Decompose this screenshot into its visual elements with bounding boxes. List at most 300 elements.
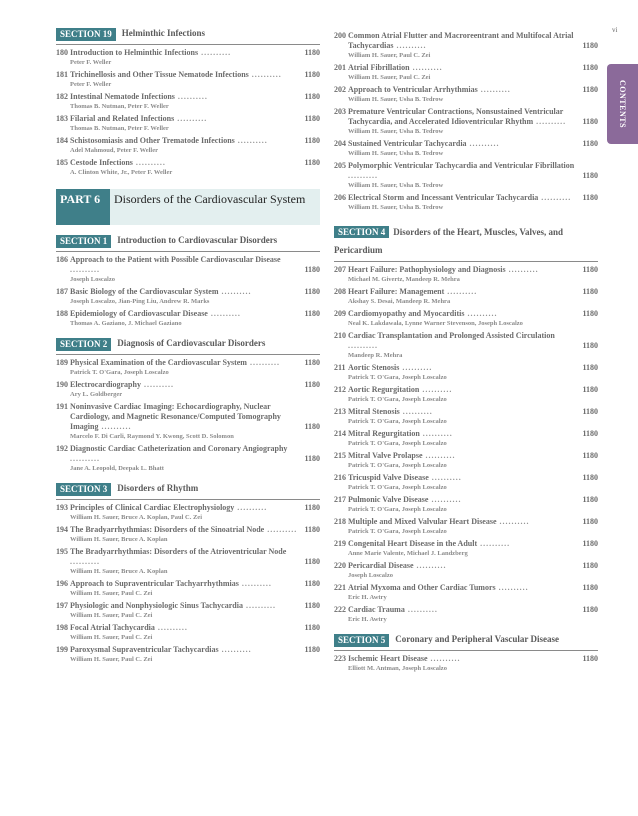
section-header bbox=[56, 483, 320, 500]
toc-entry[interactable] bbox=[334, 63, 598, 82]
page-ref: 1180 bbox=[582, 309, 598, 318]
chapter-number: 192 bbox=[56, 444, 68, 453]
toc-entry[interactable] bbox=[334, 654, 598, 673]
chapter-title: Introduction to Helminthic Infections bbox=[70, 48, 199, 57]
chapter-authors: Patrick T. O'Gara, Joseph Loscalzo bbox=[348, 440, 447, 447]
section-badge: SECTION 3 bbox=[56, 483, 111, 496]
chapter-number: 217 bbox=[334, 495, 346, 504]
chapter-authors: William H. Sauer, Paul C. Zei bbox=[70, 612, 153, 619]
section-badge: SECTION 1 bbox=[56, 235, 111, 248]
chapter-title: Common Atrial Flutter and Macroreentrant and Multifocal Atrial Tachycardias bbox=[348, 31, 574, 50]
chapter-number: 195 bbox=[56, 547, 68, 556]
page-ref: 1180 bbox=[582, 117, 598, 126]
chapter-title-line bbox=[70, 114, 320, 124]
chapter-number: 220 bbox=[334, 561, 346, 570]
chapter-title: Diagnostic Cardiac Catheterization and Coronary Angiography bbox=[70, 444, 288, 453]
chapter-number: 193 bbox=[56, 503, 68, 512]
chapter-number: 222 bbox=[334, 605, 346, 614]
toc-entry[interactable] bbox=[56, 309, 320, 328]
leader-dots: .......... bbox=[409, 63, 443, 72]
leader-dots: .......... bbox=[242, 601, 276, 610]
chapter-title: Premature Ventricular Contractions, Nonsustained Ventricular Tachycardia, and Accelerated Idioventricular Rhythm bbox=[348, 107, 564, 126]
leader-dots: .......... bbox=[477, 539, 511, 548]
chapter-title: Approach to the Patient with Possible Cardiovascular Disease bbox=[70, 255, 281, 264]
leader-dots: .......... bbox=[533, 117, 567, 126]
chapter-number: 190 bbox=[56, 380, 68, 389]
section-header bbox=[334, 222, 598, 262]
chapter-number: 215 bbox=[334, 451, 346, 460]
chapter-title: Schistosomiasis and Other Trematode Infections bbox=[70, 136, 235, 145]
page-ref: 1180 bbox=[582, 583, 598, 592]
chapter-title-line bbox=[348, 331, 598, 351]
chapter-authors: William H. Sauer, Bruce A. Koplan, Paul C. Zei bbox=[70, 514, 202, 521]
chapter-title: Sustained Ventricular Tachycardia bbox=[348, 139, 467, 148]
chapter-number: 194 bbox=[56, 525, 68, 534]
section-title: Disorders of the Heart, Muscles, Valves, and Pericardium bbox=[334, 227, 564, 255]
section-header bbox=[56, 338, 320, 355]
chapter-authors: Patrick T. O'Gara, Joseph Loscalzo bbox=[348, 462, 447, 469]
leader-dots: .......... bbox=[198, 48, 232, 57]
leader-dots: .......... bbox=[505, 265, 539, 274]
chapter-title: Pulmonic Valve Disease bbox=[348, 495, 429, 504]
page-ref: 1180 bbox=[582, 171, 598, 180]
toc-entry[interactable] bbox=[56, 287, 320, 306]
leader-dots: .......... bbox=[428, 495, 462, 504]
chapter-title: Basic Biology of the Cardiovascular System bbox=[70, 287, 219, 296]
chapter-title: Cardiac Transplantation and Prolonged Assisted Circulation bbox=[348, 331, 555, 340]
chapter-title-line bbox=[348, 451, 598, 461]
page-ref: 1180 bbox=[582, 85, 598, 94]
section-badge: SECTION 4 bbox=[334, 226, 389, 238]
chapter-title-line bbox=[70, 645, 320, 655]
leader-dots: .......... bbox=[428, 473, 462, 482]
chapter-title: Mitral Stenosis bbox=[348, 407, 400, 416]
chapter-title-line bbox=[70, 287, 320, 297]
leader-dots: .......... bbox=[132, 158, 166, 167]
chapter-authors: Eric H. Awtry bbox=[348, 594, 387, 601]
toc-entry[interactable] bbox=[334, 193, 598, 212]
chapter-number: 212 bbox=[334, 385, 346, 394]
page-ref: 1180 bbox=[304, 645, 320, 654]
section-badge: SECTION 2 bbox=[56, 338, 111, 351]
page-ref: 1180 bbox=[304, 422, 320, 431]
page-ref: 1180 bbox=[582, 517, 598, 526]
chapter-number: 187 bbox=[56, 287, 68, 296]
leader-dots: .......... bbox=[466, 139, 500, 148]
chapter-authors: Patrick T. O'Gara, Joseph Loscalzo bbox=[348, 528, 447, 535]
toc-entry[interactable] bbox=[56, 114, 320, 133]
page-ref: 1180 bbox=[582, 63, 598, 72]
page-ref: 1180 bbox=[304, 525, 320, 534]
leader-dots: .......... bbox=[477, 85, 511, 94]
page-ref: 1180 bbox=[304, 136, 320, 145]
toc-entry[interactable] bbox=[334, 139, 598, 158]
chapter-title-line bbox=[348, 561, 598, 571]
chapter-number: 188 bbox=[56, 309, 68, 318]
entry-list bbox=[334, 31, 598, 212]
section-header bbox=[334, 634, 598, 651]
leader-dots: .......... bbox=[419, 429, 453, 438]
toc-entry[interactable] bbox=[56, 503, 320, 522]
chapter-title-line bbox=[70, 402, 320, 432]
section-title: Disorders of Rhythm bbox=[117, 483, 199, 493]
chapter-authors: Thomas B. Nutman, Peter F. Weller bbox=[70, 125, 169, 132]
chapter-number: 183 bbox=[56, 114, 68, 123]
section-badge: SECTION 19 bbox=[56, 28, 116, 41]
toc-entry[interactable] bbox=[334, 85, 598, 104]
chapter-title-line bbox=[70, 579, 320, 589]
leader-dots: .......... bbox=[140, 380, 174, 389]
leader-dots: .......... bbox=[238, 579, 272, 588]
chapter-title-line bbox=[70, 525, 320, 535]
section-title: Helminthic Infections bbox=[121, 28, 206, 38]
chapter-title-line bbox=[348, 265, 598, 275]
chapter-number: 219 bbox=[334, 539, 346, 548]
page-ref: 1180 bbox=[582, 654, 598, 663]
toc-entry[interactable] bbox=[56, 645, 320, 664]
chapter-number: 207 bbox=[334, 265, 346, 274]
chapter-authors: Joseph Loscalzo, Jian-Ping Liu, Andrew R. Marks bbox=[70, 298, 210, 305]
page-ref: 1180 bbox=[582, 407, 598, 416]
page-ref: 1180 bbox=[304, 623, 320, 632]
toc-entry[interactable] bbox=[334, 429, 598, 448]
contents-side-tab[interactable] bbox=[607, 64, 638, 144]
toc-entry[interactable] bbox=[334, 363, 598, 382]
chapter-title-line bbox=[348, 495, 598, 505]
chapter-number: 216 bbox=[334, 473, 346, 482]
chapter-title-line bbox=[70, 255, 320, 275]
page-ref: 1180 bbox=[582, 287, 598, 296]
chapter-title: Paroxysmal Supraventricular Tachycardias bbox=[70, 645, 219, 654]
chapter-number: 196 bbox=[56, 579, 68, 588]
chapter-title: Mitral Valve Prolapse bbox=[348, 451, 423, 460]
toc-entry[interactable] bbox=[334, 287, 598, 306]
leader-dots: .......... bbox=[218, 287, 252, 296]
toc-entry[interactable] bbox=[334, 107, 598, 136]
toc-entry[interactable] bbox=[56, 525, 320, 544]
toc-entry[interactable] bbox=[334, 473, 598, 492]
chapter-authors: Thomas B. Nutman, Peter F. Weller bbox=[70, 103, 169, 110]
page-ref: 1180 bbox=[582, 539, 598, 548]
chapter-number: 181 bbox=[56, 70, 68, 79]
page-ref: 1180 bbox=[304, 158, 320, 167]
chapter-number: 198 bbox=[56, 623, 68, 632]
chapter-number: 218 bbox=[334, 517, 346, 526]
leader-dots: .......... bbox=[464, 309, 498, 318]
chapter-authors: Adel Mahmoud, Peter F. Weller bbox=[70, 147, 158, 154]
chapter-number: 201 bbox=[334, 63, 346, 72]
chapter-authors: William H. Sauer, Usha B. Tedrow bbox=[348, 128, 444, 135]
chapter-title: Intestinal Nematode Infections bbox=[70, 92, 175, 101]
chapter-title-line bbox=[348, 429, 598, 439]
chapter-title: The Bradyarrhythmias: Disorders of the Sinoatrial Node bbox=[70, 525, 265, 534]
entry-list bbox=[334, 654, 598, 673]
chapter-title: Aortic Regurgitation bbox=[348, 385, 420, 394]
chapter-title: Pericardial Disease bbox=[348, 561, 414, 570]
chapter-title: Trichinellosis and Other Tissue Nematode Infections bbox=[70, 70, 249, 79]
chapter-title-line bbox=[348, 654, 598, 664]
chapter-title-line bbox=[70, 380, 320, 390]
section-header bbox=[56, 28, 320, 45]
chapter-number: 191 bbox=[56, 402, 68, 411]
page-ref: 1180 bbox=[582, 193, 598, 202]
leader-dots: .......... bbox=[70, 454, 100, 463]
toc-entry[interactable] bbox=[56, 402, 320, 441]
chapter-title-line bbox=[70, 48, 320, 58]
page-ref: 1180 bbox=[304, 309, 320, 318]
chapter-authors: Patrick T. O'Gara, Joseph Loscalzo bbox=[348, 418, 447, 425]
page-ref: 1180 bbox=[582, 139, 598, 148]
chapter-title: Focal Atrial Tachycardia bbox=[70, 623, 155, 632]
chapter-authors: William H. Sauer, Usha B. Tedrow bbox=[348, 182, 444, 189]
page-ref: 1180 bbox=[304, 358, 320, 367]
chapter-title-line bbox=[70, 136, 320, 146]
chapter-authors: Joseph Loscalzo bbox=[70, 276, 115, 283]
chapter-authors: William H. Sauer, Paul C. Zei bbox=[348, 74, 431, 81]
chapter-title: Mitral Regurgitation bbox=[348, 429, 420, 438]
page-ref: 1180 bbox=[582, 385, 598, 394]
leader-dots: .......... bbox=[495, 583, 529, 592]
toc-entry[interactable] bbox=[334, 561, 598, 580]
chapter-number: 205 bbox=[334, 161, 346, 170]
toc-entry[interactable] bbox=[56, 380, 320, 399]
chapter-authors: William H. Sauer, Usha B. Tedrow bbox=[348, 96, 444, 103]
section-title: Diagnosis of Cardiovascular Disorders bbox=[117, 338, 266, 348]
chapter-title-line bbox=[348, 161, 598, 181]
page-ref: 1180 bbox=[304, 265, 320, 274]
chapter-title-line bbox=[348, 363, 598, 373]
left-column bbox=[56, 28, 320, 664]
chapter-authors: Patrick T. O'Gara, Joseph Loscalzo bbox=[348, 374, 447, 381]
chapter-authors: William H. Sauer, Paul C. Zei bbox=[70, 634, 153, 641]
toc-entry[interactable] bbox=[334, 517, 598, 536]
leader-dots: .......... bbox=[348, 341, 378, 350]
leader-dots: .......... bbox=[234, 503, 268, 512]
part-header bbox=[56, 189, 320, 225]
chapter-number: 208 bbox=[334, 287, 346, 296]
chapter-title-line bbox=[348, 517, 598, 527]
chapter-authors: Patrick T. O'Gara, Joseph Loscalzo bbox=[70, 369, 169, 376]
chapter-title: Heart Failure: Management bbox=[348, 287, 445, 296]
leader-dots: .......... bbox=[538, 193, 572, 202]
toc-entry[interactable] bbox=[56, 579, 320, 598]
toc-entry[interactable] bbox=[334, 495, 598, 514]
page-ref: 1180 bbox=[304, 114, 320, 123]
chapter-title: Filarial and Related Infections bbox=[70, 114, 175, 123]
leader-dots: .......... bbox=[427, 654, 461, 663]
chapter-title: Approach to Ventricular Arrhythmias bbox=[348, 85, 478, 94]
page-ref: 1180 bbox=[582, 341, 598, 350]
leader-dots: .......... bbox=[70, 265, 100, 274]
toc-entry[interactable] bbox=[56, 92, 320, 111]
chapter-authors: Patrick T. O'Gara, Joseph Loscalzo bbox=[348, 396, 447, 403]
side-tab-label: CONTENTS bbox=[618, 79, 627, 128]
chapter-title: Multiple and Mixed Valvular Heart Disease bbox=[348, 517, 497, 526]
chapter-number: 210 bbox=[334, 331, 346, 340]
chapter-title-line bbox=[348, 473, 598, 483]
chapter-title-line bbox=[70, 70, 320, 80]
toc-entry[interactable] bbox=[56, 136, 320, 155]
chapter-title: Polymorphic Ventricular Tachycardia and Ventricular Fibrillation bbox=[348, 161, 575, 170]
toc-entry[interactable] bbox=[56, 255, 320, 284]
toc-entry[interactable] bbox=[56, 444, 320, 473]
chapter-authors: A. Clinton White, Jr., Peter F. Weller bbox=[70, 169, 173, 176]
leader-dots: .......... bbox=[246, 358, 280, 367]
toc-entry[interactable] bbox=[334, 539, 598, 558]
entry-list bbox=[334, 265, 598, 624]
chapter-title: Electrical Storm and Incessant Ventricular Tachycardia bbox=[348, 193, 539, 202]
toc-entry[interactable] bbox=[334, 161, 598, 190]
chapter-number: 200 bbox=[334, 31, 346, 40]
leader-dots: .......... bbox=[399, 363, 433, 372]
chapter-title: Principles of Clinical Cardiac Electrophysiology bbox=[70, 503, 235, 512]
chapter-title-line bbox=[70, 158, 320, 168]
chapter-number: 180 bbox=[56, 48, 68, 57]
toc-entry[interactable] bbox=[334, 265, 598, 284]
section-badge: SECTION 5 bbox=[334, 634, 389, 647]
leader-dots: .......... bbox=[419, 385, 453, 394]
chapter-title-line bbox=[70, 309, 320, 319]
page-ref: 1180 bbox=[304, 287, 320, 296]
chapter-number: 186 bbox=[56, 255, 68, 264]
chapter-title: Aortic Stenosis bbox=[348, 363, 400, 372]
chapter-authors: Michael M. Givertz, Mandeep R. Mehra bbox=[348, 276, 460, 283]
chapter-title-line bbox=[348, 63, 598, 73]
chapter-title-line bbox=[70, 358, 320, 368]
section-title: Introduction to Cardiovascular Disorders bbox=[117, 235, 278, 245]
page-ref: 1180 bbox=[582, 451, 598, 460]
chapter-number: 221 bbox=[334, 583, 346, 592]
chapter-authors: Patrick T. O'Gara, Joseph Loscalzo bbox=[348, 484, 447, 491]
toc-entry[interactable] bbox=[56, 358, 320, 377]
chapter-number: 202 bbox=[334, 85, 346, 94]
toc-entry[interactable] bbox=[334, 31, 598, 60]
chapter-number: 197 bbox=[56, 601, 68, 610]
toc-entry[interactable] bbox=[56, 48, 320, 67]
chapter-title-line bbox=[70, 601, 320, 611]
entry-list bbox=[56, 48, 320, 177]
leader-dots: .......... bbox=[413, 561, 447, 570]
toc-entry[interactable] bbox=[334, 583, 598, 602]
leader-dots: .......... bbox=[444, 287, 478, 296]
chapter-title: Ischemic Heart Disease bbox=[348, 654, 428, 663]
chapter-number: 211 bbox=[334, 363, 346, 372]
chapter-title-line bbox=[70, 444, 320, 464]
part-title: Disorders of the Cardiovascular System bbox=[110, 189, 320, 225]
page-ref: 1180 bbox=[582, 495, 598, 504]
chapter-title-line bbox=[348, 287, 598, 297]
chapter-title: Electrocardiography bbox=[70, 380, 141, 389]
page-ref: 1180 bbox=[304, 70, 320, 79]
chapter-title-line bbox=[348, 85, 598, 95]
page-ref: 1180 bbox=[582, 561, 598, 570]
chapter-number: 206 bbox=[334, 193, 346, 202]
entry-list bbox=[56, 255, 320, 328]
toc-entry[interactable] bbox=[56, 547, 320, 576]
page-ref: 1180 bbox=[582, 363, 598, 372]
chapter-authors: Mandeep R. Mehra bbox=[348, 352, 403, 359]
leader-dots: .......... bbox=[399, 407, 433, 416]
toc-entry[interactable] bbox=[334, 309, 598, 328]
page-ref: 1180 bbox=[582, 41, 598, 50]
page-ref: 1180 bbox=[304, 557, 320, 566]
chapter-authors: William H. Sauer, Bruce A. Koplan bbox=[70, 568, 168, 575]
chapter-authors: Akshay S. Desai, Mandeep R. Mehra bbox=[348, 298, 451, 305]
chapter-title-line bbox=[70, 547, 320, 567]
page-ref: 1180 bbox=[304, 48, 320, 57]
section-header bbox=[56, 235, 320, 252]
chapter-title-line bbox=[70, 623, 320, 633]
leader-dots: .......... bbox=[422, 451, 456, 460]
chapter-authors: William H. Sauer, Paul C. Zei bbox=[348, 52, 431, 59]
chapter-number: 184 bbox=[56, 136, 68, 145]
chapter-authors: William H. Sauer, Usha B. Tedrow bbox=[348, 150, 444, 157]
chapter-authors: Anne Marie Valente, Michael J. Landzberg bbox=[348, 550, 468, 557]
leader-dots: .......... bbox=[174, 92, 208, 101]
chapter-authors: Elliott M. Antman, Joseph Loscalzo bbox=[348, 665, 447, 672]
chapter-number: 185 bbox=[56, 158, 68, 167]
page-ref: 1180 bbox=[304, 454, 320, 463]
chapter-number: 182 bbox=[56, 92, 68, 101]
leader-dots: .......... bbox=[393, 41, 427, 50]
chapter-title: Noninvasive Cardiac Imaging: Echocardiography, Nuclear Cardiology, and Magnetic Resonance/Computed Tomography Imaging bbox=[70, 402, 281, 431]
leader-dots: .......... bbox=[404, 605, 438, 614]
chapter-title: Epidemiology of Cardiovascular Disease bbox=[70, 309, 208, 318]
leader-dots: .......... bbox=[207, 309, 241, 318]
chapter-authors: William H. Sauer, Paul C. Zei bbox=[70, 656, 153, 663]
chapter-title-line bbox=[70, 92, 320, 102]
leader-dots: .......... bbox=[70, 557, 100, 566]
chapter-title: Heart Failure: Pathophysiology and Diagnosis bbox=[348, 265, 506, 274]
chapter-title: Tricuspid Valve Disease bbox=[348, 473, 429, 482]
toc-entry[interactable] bbox=[334, 385, 598, 404]
chapter-title: Atrial Myxoma and Other Cardiac Tumors bbox=[348, 583, 496, 592]
toc-entry[interactable] bbox=[334, 451, 598, 470]
leader-dots: .......... bbox=[98, 422, 132, 431]
toc-entry[interactable] bbox=[334, 407, 598, 426]
toc-entry[interactable] bbox=[334, 605, 598, 624]
chapter-number: 223 bbox=[334, 654, 346, 663]
chapter-title: Cestode Infections bbox=[70, 158, 133, 167]
page-ref: 1180 bbox=[304, 579, 320, 588]
chapter-authors: William H. Sauer, Paul C. Zei bbox=[70, 590, 153, 597]
chapter-authors: William H. Sauer, Bruce A. Koplan bbox=[70, 536, 168, 543]
entry-list bbox=[56, 358, 320, 473]
part-label: PART 6 bbox=[56, 189, 110, 225]
page-ref: 1180 bbox=[582, 473, 598, 482]
leader-dots: .......... bbox=[496, 517, 530, 526]
right-column bbox=[334, 28, 598, 673]
toc-entry[interactable] bbox=[56, 70, 320, 89]
chapter-title-line bbox=[348, 107, 598, 127]
chapter-authors: Peter F. Weller bbox=[70, 59, 112, 66]
chapter-title-line bbox=[348, 31, 598, 51]
chapter-title-line bbox=[348, 539, 598, 549]
leader-dots: .......... bbox=[218, 645, 252, 654]
chapter-authors: William H. Sauer, Usha B. Tedrow bbox=[348, 204, 444, 211]
toc-entry[interactable] bbox=[56, 158, 320, 177]
toc-entry[interactable] bbox=[334, 331, 598, 360]
chapter-authors: Ary L. Goldberger bbox=[70, 391, 123, 398]
page-ref: 1180 bbox=[304, 380, 320, 389]
section-title: Coronary and Peripheral Vascular Disease bbox=[395, 634, 559, 644]
page-ref: 1180 bbox=[582, 429, 598, 438]
chapter-authors: Patrick T. O'Gara, Joseph Loscalzo bbox=[348, 506, 447, 513]
chapter-number: 203 bbox=[334, 107, 346, 116]
toc-entry[interactable] bbox=[56, 601, 320, 620]
chapter-title: Physical Examination of the Cardiovascular System bbox=[70, 358, 247, 367]
toc-entry[interactable] bbox=[56, 623, 320, 642]
